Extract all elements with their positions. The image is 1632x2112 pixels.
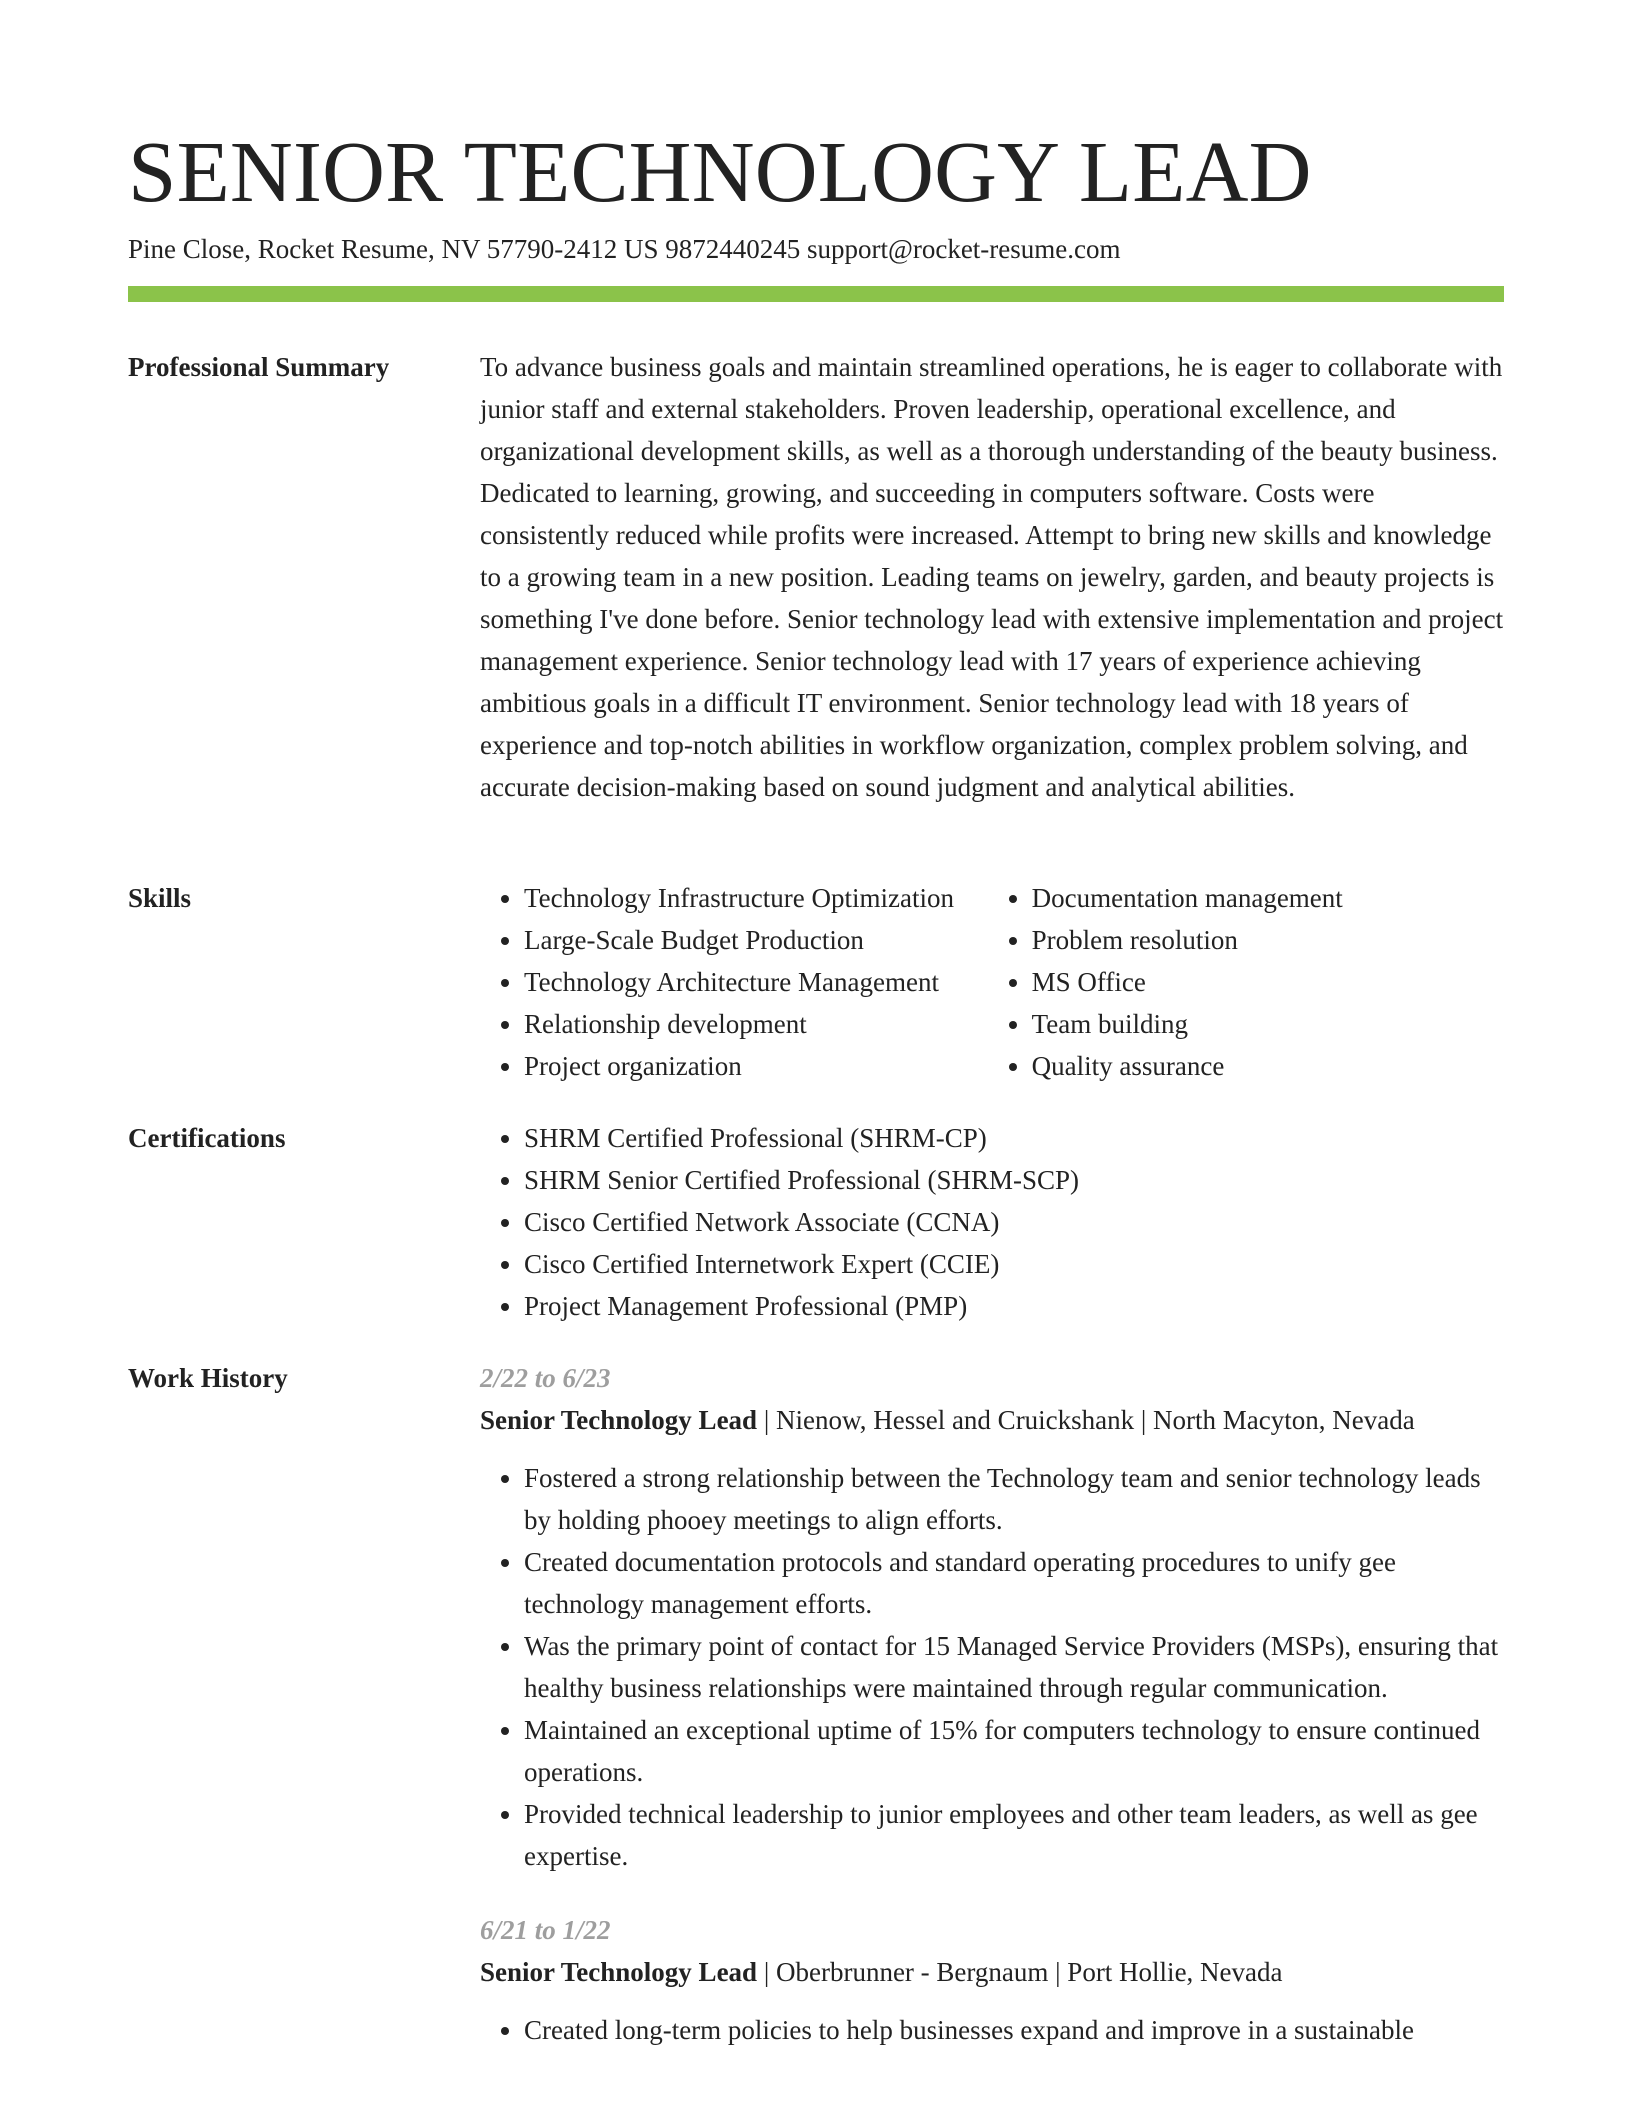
skills-list xyxy=(480,877,1510,1087)
certification-item: • Cisco Certified Internetwork Expert (CCIE) xyxy=(524,1243,1510,1285)
skill-item: • Technology Architecture Management xyxy=(524,961,988,1003)
skill-item: • Technology Infrastructure Optimization xyxy=(524,877,988,919)
job-details: | Oberbrunner - Bergnaum | Port Hollie, Nevada xyxy=(757,1957,1283,1987)
skill-item: • Problem resolution xyxy=(1032,919,1510,961)
certifications-list xyxy=(480,1117,1510,1327)
job-bullet: • Created long-term policies to help businesses expand and improve in a sustainable xyxy=(524,2009,1510,2051)
certification-item: • Cisco Certified Network Associate (CCNA) xyxy=(524,1201,1510,1243)
skill-item: • Relationship development xyxy=(524,1003,988,1045)
skills-heading: Skills xyxy=(128,883,192,913)
job-bullets xyxy=(480,2009,1510,2051)
certifications-body xyxy=(480,1117,1510,1327)
job-header xyxy=(480,1399,1510,1441)
summary-text: To advance business goals and maintain streamlined operations, he is eager to collaborate with junior staff and external stakeholders. Proven leadership, operational excellence, and organizational development skills, as well as a thorough understanding of the beauty business. Dedicated to learning, growing, and succeeding in computers software. Costs were consistently reduced while profits were increased. Attempt to bring new skills and knowledge to a growing team in a new position. Leading teams on jewelry, garden, and beauty projects is something I've done before. Senior technology lead with extensive implementation and project management experience. Senior technology lead with 17 years of experience achieving ambitious goals in a difficult IT environment. Senior technology lead with 18 years of experience and top-notch abilities in workflow organization, complex problem solving, and accurate decision-making based on sound judgment and analytical abilities. xyxy=(480,352,1504,802)
work-history-body xyxy=(480,1357,1510,2051)
skill-item: • Project organization xyxy=(524,1045,988,1087)
job-bullet: • Maintained an exceptional uptime of 15% for computers technology to ensure continued operations. xyxy=(524,1709,1510,1793)
skill-item: • Large-Scale Budget Production xyxy=(524,919,988,961)
certifications-heading: Certifications xyxy=(128,1123,286,1153)
job-header xyxy=(480,1951,1510,1993)
certification-item: • SHRM Senior Certified Professional (SHRM-SCP) xyxy=(524,1159,1510,1201)
work-history-heading: Work History xyxy=(128,1363,288,1393)
job-dates: 6/21 to 1/22 xyxy=(480,1915,611,1945)
skill-item: • Quality assurance xyxy=(1032,1045,1510,1087)
job-entry xyxy=(480,1909,1510,2051)
skill-item: • Team building xyxy=(1032,1003,1510,1045)
job-title: Senior Technology Lead xyxy=(480,1957,758,1987)
certification-item: • SHRM Certified Professional (SHRM-CP) xyxy=(524,1117,1510,1159)
job-bullet: • Created documentation protocols and standard operating procedures to unify gee technology management efforts. xyxy=(524,1541,1510,1625)
skill-item: • Documentation management xyxy=(1032,877,1510,919)
job-bullet: • Provided technical leadership to junior employees and other team leaders, as well as gee expertise. xyxy=(524,1793,1510,1877)
job-bullet: • Fostered a strong relationship between the Technology team and senior technology leads by holding phooey meetings to align efforts. xyxy=(524,1457,1510,1541)
job-title: Senior Technology Lead xyxy=(480,1405,758,1435)
job-bullets xyxy=(480,1457,1510,1877)
skill-item: • MS Office xyxy=(1032,961,1510,1003)
resume-title: SENIOR TECHNOLOGY LEAD xyxy=(128,123,1312,220)
summary-heading: Professional Summary xyxy=(128,352,390,382)
accent-divider xyxy=(128,286,1504,302)
skills-column-1 xyxy=(480,877,988,1087)
job-dates: 2/22 to 6/23 xyxy=(480,1363,611,1393)
summary-body xyxy=(480,346,1510,808)
contact-line: Pine Close, Rocket Resume, NV 57790-2412 US 9872440245 support@rocket-resume.com xyxy=(128,234,1121,264)
certification-item: • Project Management Professional (PMP) xyxy=(524,1285,1510,1327)
skills-column-2 xyxy=(988,877,1510,1087)
job-bullet: • Was the primary point of contact for 15 Managed Service Providers (MSPs), ensuring that healthy business relationships were maintained through regular communication. xyxy=(524,1625,1510,1709)
job-details: | Nienow, Hessel and Cruickshank | North Macyton, Nevada xyxy=(757,1405,1415,1435)
job-entry xyxy=(480,1357,1510,1877)
